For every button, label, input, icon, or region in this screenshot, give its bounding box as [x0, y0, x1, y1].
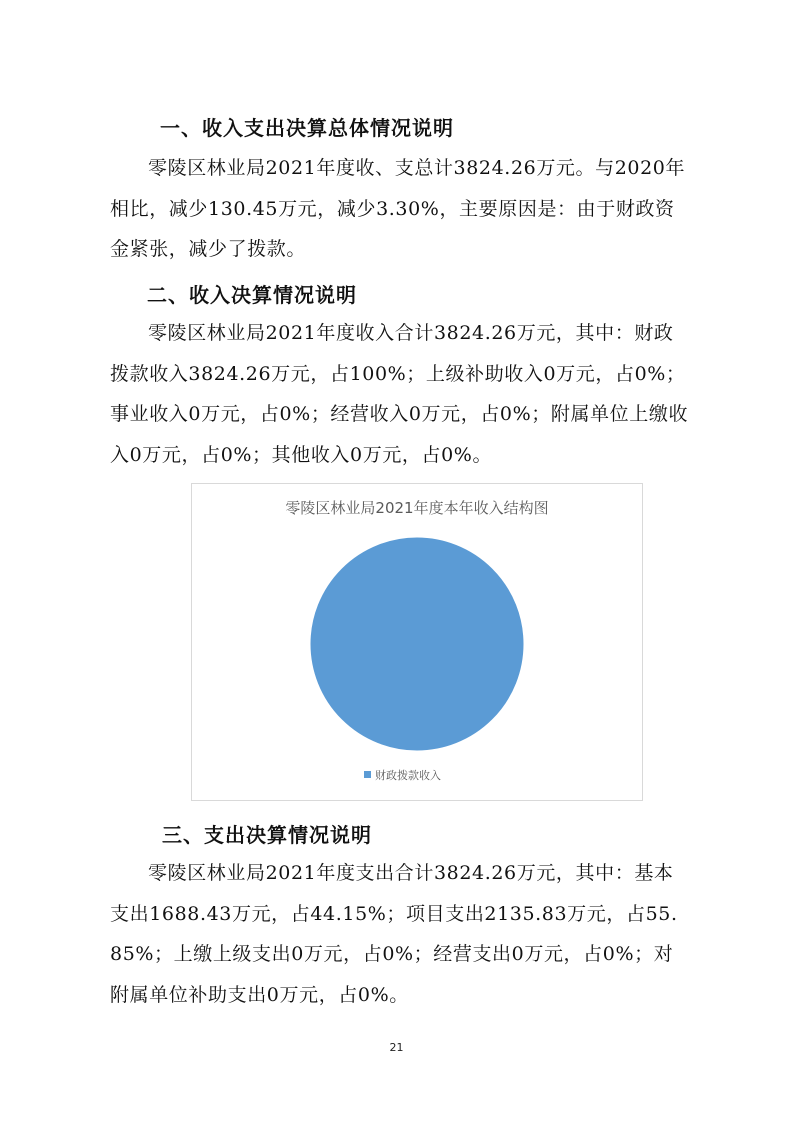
- section-1-heading: 一、收入支出决算总体情况说明: [160, 116, 454, 140]
- section-2-body: 零陵区林业局2021年度收入合计3824.26万元，其中：财政拨款收入3824.26万元，占100%；上级补助收入0万元，占0%；事业收入0万元，占0%；经营收入0万元，占0%；附属单位上缴收入0万元，占0%；其他收入0万元，占0%。: [110, 322, 689, 466]
- chart-title: 零陵区林业局2021年度本年收入结构图: [285, 499, 549, 517]
- legend-swatch-1: [364, 771, 371, 778]
- chart-legend: [364, 768, 441, 782]
- pie-chart-svg: [192, 484, 642, 800]
- legend-label-1: 财政拨款收入: [375, 769, 441, 782]
- page-number: 21: [389, 1041, 404, 1054]
- section-2-heading: 二、收入决算情况说明: [147, 283, 357, 307]
- income-structure-chart: [191, 483, 643, 801]
- section-3-heading: 三、支出决算情况说明: [162, 823, 372, 847]
- section-1-body: 零陵区林业局2021年度收、支总计3824.26万元。与2020年相比，减少130.45万元，减少3.30%，主要原因是：由于财政资金紧张，减少了拨款。: [110, 157, 686, 260]
- pie-slices: [310, 537, 524, 751]
- section-3-body: 零陵区林业局2021年度支出合计3824.26万元，其中：基本支出1688.43万元，占44.15%；项目支出2135.83万元，占55.85%；上缴上级支出0万元，占0%；经营支出0万元，占0%；对附属单位补助支出0万元，占0%。: [110, 862, 678, 1006]
- pie-slice-1: [310, 537, 524, 751]
